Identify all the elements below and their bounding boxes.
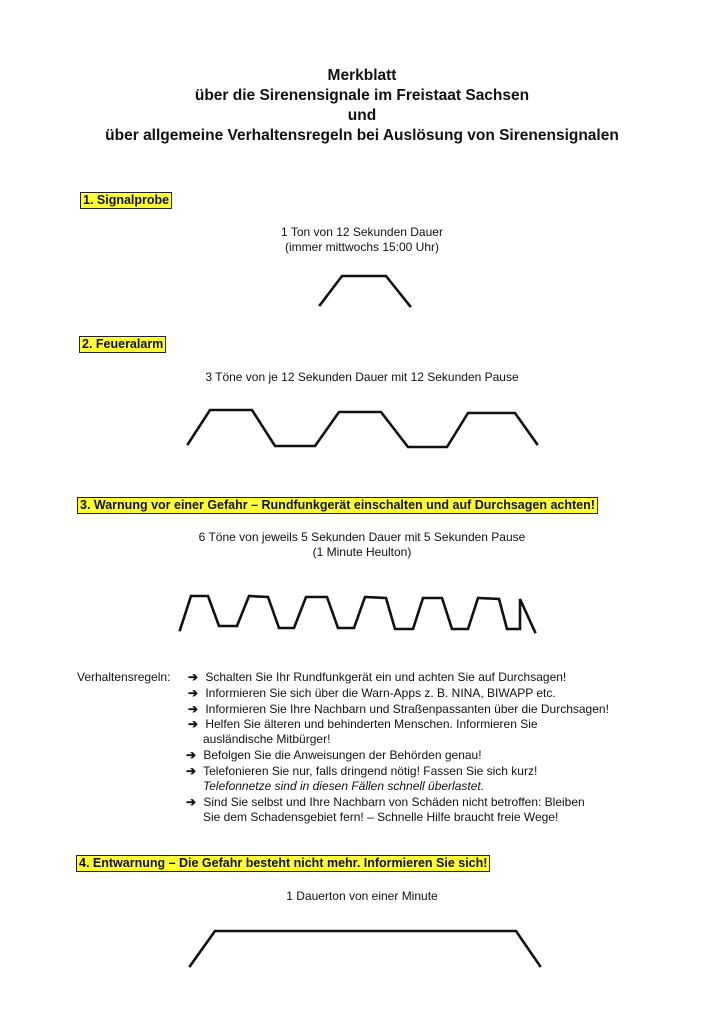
- rule-text: Befolgen Sie die Anweisungen der Behörden genau!: [203, 748, 482, 762]
- rule-text: Helfen Sie älteren und behinderten Menschen. Informieren Sie: [205, 717, 538, 731]
- arrow-right-icon: ➔: [188, 702, 199, 716]
- warnung-desc-line-2: (1 Minute Heulton): [312, 545, 412, 559]
- signalprobe-desc-line-2: (immer mittwochs 15:00 Uhr): [284, 240, 440, 254]
- rule-text: Schalten Sie Ihr Rundfunkgerät ein und achten Sie auf Durchsagen!: [205, 670, 567, 684]
- section-heading-warnung: 3. Warnung vor einer Gefahr – Rundfunkgerät einschalten und auf Durchsagen achten!: [77, 497, 598, 514]
- signalprobe-desc-line-1: 1 Ton von 12 Sekunden Dauer: [281, 225, 443, 239]
- rule-text: Informieren Sie Ihre Nachbarn und Straßenpassanten über die Durchsagen!: [205, 702, 609, 716]
- arrow-right-icon: ➔: [186, 764, 197, 778]
- rule-continuation: ausländische Mitbürger!: [203, 732, 331, 746]
- rule-text: Sind Sie selbst und Ihre Nachbarn von Schäden nicht betroffen: Bleiben: [203, 795, 585, 809]
- rule-continuation-italic: Telefonnetze sind in diesen Fällen schnell überlastet.: [203, 779, 485, 793]
- warnung-desc-line-1: 6 Töne von jeweils 5 Sekunden Dauer mit 5 Sekunden Pause: [198, 530, 526, 544]
- arrow-right-icon: ➔: [186, 748, 197, 762]
- arrow-right-icon: ➔: [188, 670, 199, 684]
- title-line-2: über die Sirenensignale im Freistaat Sachsen: [194, 87, 530, 104]
- section-heading-signalprobe: 1. Signalprobe: [80, 192, 172, 209]
- section-heading-feueralarm: 2. Feueralarm: [79, 336, 166, 353]
- rule-text: Telefonieren Sie nur, falls dringend nötig! Fassen Sie sich kurz!: [203, 764, 538, 778]
- arrow-right-icon: ➔: [186, 795, 197, 809]
- feueralarm-desc: 3 Töne von je 12 Sekunden Dauer mit 12 Sekunden Pause: [205, 370, 519, 384]
- title-line-4: über allgemeine Verhaltensregeln bei Auslösung von Sirenensignalen: [105, 127, 619, 144]
- rule-text: Informieren Sie sich über die Warn-Apps z. B. NINA, BIWAPP etc.: [205, 686, 556, 700]
- arrow-right-icon: ➔: [188, 717, 199, 731]
- rules-label: Verhaltensregeln:: [77, 670, 171, 684]
- rule-continuation: Sie dem Schadensgebiet fern! – Schnelle Hilfe braucht freie Wege!: [203, 810, 559, 824]
- section-heading-entwarnung: 4. Entwarnung – Die Gefahr besteht nicht mehr. Informieren Sie sich!: [76, 855, 490, 872]
- title-line-1: Merkblatt: [327, 67, 397, 84]
- entwarnung-desc: 1 Dauerton von einer Minute: [286, 889, 438, 903]
- title-line-3: und: [347, 107, 377, 124]
- arrow-right-icon: ➔: [188, 686, 199, 700]
